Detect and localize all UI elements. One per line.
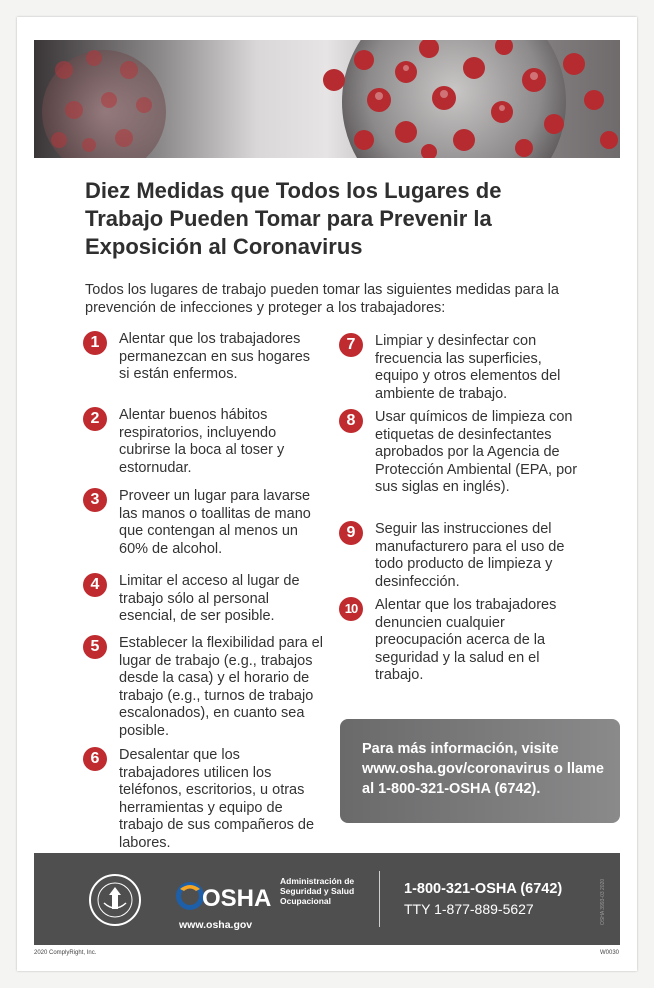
- agency-name: Administración de Seguridad y Salud Ocupacional: [280, 876, 355, 906]
- osha-website: www.osha.gov: [179, 919, 253, 931]
- coronavirus-illustration: [34, 40, 620, 158]
- coronavirus-hero-image: [34, 40, 620, 158]
- osha-wordmark: OSHA: [202, 885, 272, 912]
- list-item: [339, 409, 589, 521]
- list-item: [339, 597, 589, 685]
- measure-text: Seguir las instrucciones del manufacturero para el uso de todo producto de limpieza y desinfección.: [375, 521, 565, 590]
- list-item: [83, 488, 323, 560]
- measure-text: Usar químicos de limpieza con etiquetas de desinfectantes aprobados por la Agencia de Protección Ambiental (EPA, por sus siglas en inglés).: [375, 409, 578, 495]
- list-item: [83, 573, 323, 629]
- osha-logo: [174, 879, 274, 915]
- list-item: [339, 333, 589, 409]
- list-item: [83, 407, 323, 486]
- number-badge: 1: [83, 331, 107, 355]
- number-badge: 6: [83, 747, 107, 771]
- poster-code: W0030: [600, 950, 620, 956]
- number-badge: 5: [83, 635, 107, 659]
- poster: [17, 17, 637, 971]
- tty-number: TTY 1-877-889-5627: [404, 901, 534, 917]
- measure-text: Establecer la flexibilidad para el lugar de trabajo (e.g., trabajos desde la casa) y el horario de trabajo (e.g., turnos de trabajo escalonados), en cuanto sea posible.: [119, 635, 323, 739]
- footer-divider: [379, 871, 380, 927]
- measure-text: Alentar que los trabajadores denuncien cualquier preocupación acerca de la seguridad y la salud en el trabajo.: [375, 597, 557, 683]
- footer: [34, 853, 620, 945]
- number-badge: 2: [83, 407, 107, 431]
- intro-text: Todos los lugares de trabajo pueden tomar las siguientes medidas para la prevención de infecciones y proteger a los trabajadores:: [85, 282, 559, 316]
- measure-text: Limitar el acceso al lugar de trabajo sólo al personal esencial, de ser posible.: [119, 573, 300, 624]
- number-badge: 8: [339, 409, 363, 433]
- copyright-text: 2020 ComplyRight, Inc.: [34, 950, 97, 956]
- number-badge: 10: [339, 597, 363, 621]
- measure-text: Alentar que los trabajadores permanezcan en sus hogares si están enfermos.: [119, 331, 311, 382]
- phone-number: 1-800-321-OSHA (6742): [404, 881, 563, 897]
- measures-column-right: [339, 331, 589, 685]
- more-info-box: [340, 719, 620, 823]
- list-item: [83, 747, 323, 852]
- measure-text: Limpiar y desinfectar con frecuencia las superficies, equipo y otros elementos del ambiente de trabajo.: [375, 333, 561, 402]
- department-seal-icon: [88, 873, 142, 927]
- measure-text: Alentar buenos hábitos respiratorios, incluyendo cubrirse la boca al toser y estornudar.: [119, 407, 285, 476]
- measure-text: Proveer un lugar para lavarse las manos o toallitas de mano que contengan al menos un 60% de alcohol.: [119, 488, 311, 557]
- more-info-text: Para más información, visite www.osha.gov/coronavirus o llame al 1-800-321-OSHA (6742).: [362, 741, 604, 797]
- page-title: Diez Medidas que Todos los Lugares de Trabajo Pueden Tomar para Prevenir la Exposición al Coronavirus: [85, 178, 502, 259]
- list-item: [83, 331, 323, 387]
- publication-code: OSHA 3993-03 2020: [600, 878, 606, 925]
- measures-column-left: [83, 331, 323, 852]
- number-badge: 3: [83, 488, 107, 512]
- list-item: [83, 635, 323, 743]
- measure-text: Desalentar que los trabajadores utilicen los teléfonos, escritorios, u otras herramientas y equipo de trabajo de sus compañeros de labores.: [119, 747, 315, 851]
- number-badge: 9: [339, 521, 363, 545]
- list-item: [339, 521, 589, 597]
- number-badge: 7: [339, 333, 363, 357]
- number-badge: 4: [83, 573, 107, 597]
